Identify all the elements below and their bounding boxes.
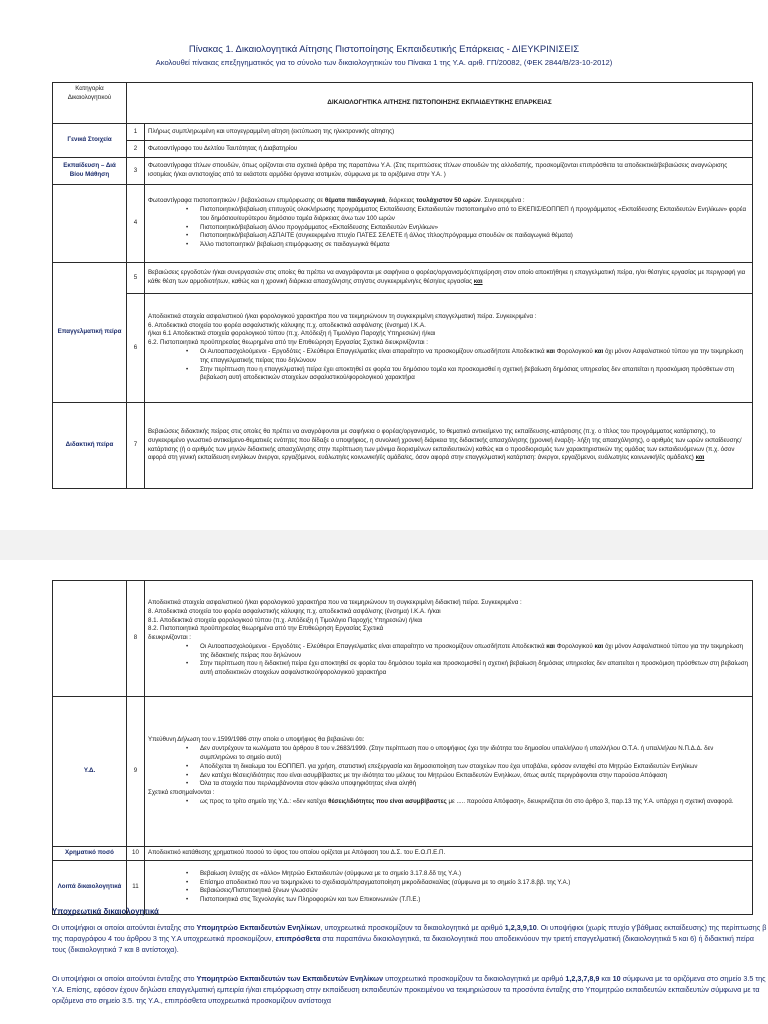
text-bold: Υπομητρώο Εκπαιδευτών των Εκπαιδευτών Ενηλίκων	[196, 974, 384, 983]
text-part: Φωτοαντίγραφα πιστοποιητικών / βεβαιώσεων επιμόρφωσης σε	[148, 197, 325, 205]
text-part: Βεβαιώσεις εργοδοτών ή/και συνεργασιών στις οποίες θα πρέπει να αναγράφονται με σαφήνεια ο φορέας/οργανισμός/επιχείρηση στον οποίο αποκτήθηκε η επαγγελματική πείρα, η/οι θέση/εις εργασίας με περιγραφή για κάθε θέση των αρμοδιοτήτων, καθώς και η χρονική διάρκεια απασχόλησης στη/στις συγκεκριμένη/ες θέση/εις εργασίας	[148, 269, 746, 285]
text-bold: 1,2,3,7,8,9	[565, 974, 600, 983]
document-page-2	[0, 560, 768, 1024]
row-text	[145, 185, 753, 263]
paragraph	[52, 922, 768, 955]
text-bold: και	[546, 642, 556, 650]
bullet-item: • Δεν κατέχει θέσεις/ιδιότητες που είναι ασυμβίβαστες με την ιδιότητα του μέλους του Μητρώου Εκπαιδευτών Ενηλίκων, όπως αυτές περιγράφονται στην παρούσα Απόφαση	[148, 772, 749, 781]
row-number: 4	[127, 185, 145, 263]
category-teaching-experience: Διδακτική πείρα	[53, 403, 127, 489]
text-line: ή/και 6.1 Αποδεικτικά στοιχεία φορολογικού τύπου (π.χ. Απόδειξη ή Τιμολόγιο Παροχής Υπηρεσιών) ή/και	[148, 330, 436, 338]
bullet-item	[148, 643, 749, 661]
bullet-item: • Πιστοποιητικό/βεβαίωση ΑΣΠΑΙΤΕ (συγκεκριμένα πτυχίο ΠΑΤΕΣ ΣΕΛΕΤΕ ή άλλος τίτλος/πρόγραμμα σπουδών σε παιδαγωγικά θέματα)	[148, 232, 749, 241]
row-number: 7	[127, 403, 145, 489]
page-subtitle: Ακολουθεί πίνακας επεξηγηματικός για το σύνολο των δικαιολογητικών του Πίνακα 1 της Υ.Α. αριθ. ΓΠ/20082, (ΦΕΚ 2844/Β/23-10-2012)	[155, 58, 613, 67]
bullet-item: • Στην περίπτωση που η επαγγελματική πείρα έχει αποκτηθεί σε φορέα του δημόσιου τομέα και προσκομισθεί η σχετική βεβαίωση δημόσιας υπηρεσίας δεν απαιτείται η προσκόμιση πρόσθετων στη βεβαίωση αυτή αποδεικτικών στοιχείων ασφαλιστικού/φορολογικού χαρακτήρα	[148, 366, 749, 384]
category-other-documents: Λοιπά δικαιολογητικά	[53, 860, 127, 914]
text-part: σύμφωνα με τα οριζόμενα στο σημείο 3.5 της Υ.Α. Επίσης, εφόσον έχουν δηλώσει επαγγελματική εμπειρία ή/και επιμόρφωση στην εκπαίδευση εκπαιδευτών προκειμένου να τεκμηριώσουν τα προσόντα ένταξης στο Υπομητρώο εκπαιδευτών εκπαιδευτών σύμφωνα με τα οριζόμενα στο σημείο 3.5. της Υ.Α., επιπρόσθετα υποχρεωτικά προσκομίζουν αντίστοιχα	[52, 974, 766, 1006]
row-text	[145, 403, 753, 489]
row-text	[145, 581, 753, 697]
row-text	[145, 860, 753, 914]
text-line: 8.1. Αποδεικτικά στοιχεία φορολογικού τύπου (π.χ. Απόδειξη ή Τιμολόγιο Παροχής Υπηρεσιών) ή/και	[148, 616, 423, 624]
text-part: με ..... παρούσα Απόφαση», διευκρινίζεται ότι στο άρθρο 3, παρ.13 της Υ.Α. υπάρχει η σχετική αναφορά.	[446, 797, 734, 805]
row-number: 11	[127, 860, 145, 914]
row-text	[145, 263, 753, 294]
text-bold: επιπρόσθετα	[275, 934, 321, 944]
header-category: Κατηγορία Δικαιολογητικού	[53, 83, 127, 124]
bullet-item: • Δεν συντρέχουν τα κωλύματα του άρθρου 8 του ν.2683/1999. (Στην περίπτωση που ο υποψήφιος έχει την ιδιότητα του δημοσίου υπαλλήλου ή υπαλλήλου Ο.Τ.Α. ή υπαλλήλου Ν.Π.Δ.Δ. δεν συμπληρώνει το σημείο αυτό)	[148, 745, 749, 763]
table-row	[53, 263, 753, 294]
text-part: Οι υποψήφιοι οι οποίοι αιτούνται ένταξης στο	[52, 974, 197, 983]
table-header-row	[53, 83, 753, 124]
text-line: 6.2. Πιστοποιητικά προϋπηρεσίας θεωρημένα από την Επιθεώρηση Εργασίας Σχετικά διευκρινίζονται :	[148, 339, 428, 347]
bullet-item: • Στην περίπτωση που η διδακτική πείρα έχει αποκτηθεί σε φορέα του δημόσιου τομέα και προσκομισθεί η σχετική βεβαίωση δημόσιας υπηρεσίας δεν απαιτείται η προσκόμιση πρόσθετων στη βεβαίωση αυτή αποδεικτικών στοιχείων ασφαλιστικού/φορολογικού χαρακτήρα	[148, 660, 749, 678]
category-solemn-declaration: Υ.Δ.	[53, 697, 127, 847]
text-part: Φορολογικού	[555, 348, 595, 355]
table-row	[53, 697, 753, 847]
text-bold-underline: και	[695, 454, 705, 462]
text-bold: τουλάχιστον 50 ωρών	[416, 197, 481, 205]
text-line: Αποδεικτικά στοιχεία ασφαλιστικού ή/και φορολογικού χαρακτήρα που να τεκμηριώνουν τη συγκεκριμένη διδακτική πείρα. Συγκεκριμένα :	[148, 598, 522, 606]
bullet-item: • Αποδέχεται τη δικαίωμα του ΕΟΠΠΕΠ. για χρήση, στατιστική επεξεργασία και δημοσιοποίηση των στοιχείων που έχει υποβάλει, εφόσον ενταχθεί στο Μητρώο Εκπαιδευτών Ενηλίκων	[148, 763, 749, 772]
row-text: Φωτοαντίγραφα τίτλων σπουδών, όπως ορίζονται στα σχετικά άρθρα της παραπάνω Υ.Α. (Στις περιπτώσεις τίτλων σπουδών της αλλοδαπής, προσκομίζονται επιπρόσθετα τα αποδεικτικά/βεβαιώσεις αναγνώρισης ισοτιμίας ή/και αντιστοιχίας από τα εκάστοτε αρμόδια όργανα ισοτιμιών, σύμφωνα με τα οριζόμενα στην Υ.Α. )	[145, 158, 753, 185]
text-part: Φορολογικού	[555, 642, 595, 650]
text-line: διευκρινίζονται :	[148, 634, 192, 642]
category-general: Γενικά Στοιχεία	[53, 124, 127, 158]
text-part: ως προς το τρίτο σημείο της Υ.Δ.: «δεν κατέχει	[200, 797, 329, 805]
category-empty	[53, 581, 127, 697]
text-line: 8. Αποδεικτικά στοιχεία του φορέα ασφαλιστικής κάλυψης π.χ. αποδεικτικά ασφάλισης (ένσημα) Ι.Κ.Α. ή/και	[148, 607, 441, 615]
row-text: Πλήρως συμπληρωμένη και υπογεγραμμένη αίτηση (εκτύπωση της ηλεκτρονικής αίτησης)	[145, 124, 753, 141]
row-number: 1	[127, 124, 145, 141]
text-bold: Υπομητρώο Εκπαιδευτών Ενηλίκων	[196, 923, 321, 932]
text-part: Βεβαιώσεις διδακτικής πείρας στις οποίες θα πρέπει να αναγράφονται με σαφήνεια ο φορέας/οργανισμός, το θεματικό αντικείμενο της εκπαίδευσης-κατάρτισης (π.χ. ο τίτλος του προγράμματος κατάρτισης), το συγκεκριμένο γνωστικό αντικείμενο-θεματικές ενότητες που δίδαξε ο υποψήφιος, η συνολική χρονική διάρκεια της διδακτικής απασχόλησης (χρονική έναρξη- λήξη της απασχόλησης), ο αριθμός των ωρών εκπαίδευσης/κατάρτισης (ή ο αριθμός των μηνών διδακτικής απασχόλησης στην περίπτωση των μόνιμα διορισμένων εκπαιδευτικών) καθώς και ο προσδιορισμός των χαρακτηριστικών της ομάδας των εκπαιδευόμενων (π.χ. όσον αφορά στη γενική εκπαίδευση ενηλίκων άνεργοι, εργαζόμενοι, ευάλωτη/ες κοινωνική/ές ομάδα/ες, όσον αφορά στην επαγγελματική κατάρτιση: άνεργοι, εργαζόμενοι, ευάλωτη/ες κοινωνική/ές ομάδα/ες)	[148, 427, 742, 462]
text-part: Οι υποψήφιοι οι οποίοι αιτούνται ένταξης στο	[52, 923, 197, 932]
table-row	[53, 141, 753, 158]
requirements-table-part-2	[52, 580, 753, 915]
page-title: Πίνακας 1. Δικαιολογητικά Αίτησης Πιστοποίησης Εκπαιδευτικής Επάρκειας - ΔΙΕΥΚΡΙΝΙΣΕΙΣ	[188, 44, 580, 55]
row-number: 2	[127, 141, 145, 158]
text-part: όχι μόνον Ασφαλιστικού τύπου για την τεκμηρίωση της διδακτικής πείρας που δηλώνουν	[200, 642, 744, 659]
text-bold-underline: και	[473, 278, 483, 285]
text-bold: και	[594, 642, 604, 650]
table-row	[53, 185, 753, 263]
text-part: στα παραπάνω δικαιολογητικά, τα δικαιολογητικά που αποδεικνύουν την τριετή επαγγελματική (δικαιολογητικά 5 και 6) ή διδακτική πείρα τους (δικαιολογητικά 7 και 8 αντίστοιχα).	[52, 934, 754, 955]
bullet-item: • Βεβαίωση ένταξης σε «άλλο» Μητρώο Εκπαιδευτών (σύμφωνα με το σημείο 3.17.8.δδ της Υ.Α.)	[148, 870, 749, 879]
row-number: 6	[127, 294, 145, 403]
row-text	[145, 294, 753, 403]
text-bold: και	[546, 348, 556, 355]
row-number: 9	[127, 697, 145, 847]
text-line: 6. Αποδεικτικά στοιχεία του φορέα ασφαλιστικής κάλυψης π.χ. αποδεικτικά ασφάλισης (ένσημα) Ι.Κ.Α.	[148, 321, 426, 329]
table-row	[53, 847, 753, 861]
bullet-item: • Πιστοποιητικό/βεβαίωση άλλου προγράμματος «Εκπαίδευσης Εκπαιδευτών Ενηλίκων»	[148, 224, 749, 233]
bullet-item: • Όλα τα στοιχεία που περιλαμβάνονται στον φάκελο υποψηφιότητας είναι αληθή	[148, 780, 749, 789]
bullet-item: • Επίσημο αποδεικτικό που να τεκμηριώνει το σχεδιασμό/πραγματοποίηση μικροδιδασκαλίας (σύμφωνα με το σημείο 3.17.8.ββ. της Υ.Α.)	[148, 879, 749, 888]
row-number: 3	[127, 158, 145, 185]
category-lifelong-learning: Εκπαίδευση – Διά Βίου Μάθηση	[53, 158, 127, 185]
bullet-item: • Άλλο πιστοποιητικό/ βεβαίωση επιμόρφωσης σε παιδαγωγικά θέματα	[148, 241, 749, 250]
table-row	[53, 124, 753, 141]
text-bold: θέματα παιδαγωγικά	[324, 197, 386, 205]
text-part: και	[599, 974, 613, 983]
text-part: Οι Αυτοαπασχολούμενοι - Εργοδότες - Ελεύθεροι Επαγγελματίες είναι απαραίτητο να προσκομίζουν οπωσδήποτε Αποδεικτικά	[200, 348, 547, 355]
text-part: Οι Αυτοαπασχολούμενοι - Εργοδότες - Ελεύθεροι Επαγγελματίες είναι απαραίτητο να προσκομίζουν οπωσδήποτε Αποδεικτικά	[200, 642, 547, 650]
row-text: Φωτοαντίγραφο του Δελτίου Ταυτότητας ή Διαβατηρίου	[145, 141, 753, 158]
category-empty	[53, 185, 127, 263]
table-row	[53, 158, 753, 185]
text-bold: 10	[612, 974, 621, 983]
row-number: 10	[127, 847, 145, 861]
paragraph	[52, 973, 768, 1006]
row-number: 8	[127, 581, 145, 697]
row-number: 5	[127, 263, 145, 294]
text-part: όχι μόνον Ασφαλιστικού τύπου για την τεκμηρίωση της επαγγελματικής πείρας που δηλώνουν	[200, 348, 744, 364]
text-line: Υπεύθυνη Δήλωση του ν.1599/1986 στην οποία ο υποψήφιος θα βεβαιώνει ότι:	[148, 736, 365, 744]
text-line: 8.2. Πιστοποιητικά προϋπηρεσίας θεωρημένα από την Επιθεώρηση Εργασίας Σχετικά	[148, 625, 384, 633]
row-intro	[148, 197, 749, 206]
bullet-item	[148, 798, 749, 807]
text-bold: θέσεις/ιδιότητες που είναι ασυμβίβαστες	[328, 797, 447, 805]
table-row	[53, 294, 753, 403]
header-main: ΔΙΚΑΙΟΛΟΓΗΤΙΚΑ ΑΙΤΗΣΗΣ ΠΙΣΤΟΠΟΙΗΣΗΣ ΕΚΠΑΙΔΕΥΤΙΚΗΣ ΕΠΑΡΚΕΙΑΣ	[127, 83, 753, 124]
bullet-item	[148, 348, 749, 366]
table-row	[53, 581, 753, 697]
section-heading: Υποχρεωτικά δικαιολογητικά	[52, 907, 159, 916]
bullet-item: • Πιστοποιητικά στις Τεχνολογίες των Πληροφοριών και των Επικοινωνιών (Τ.Π.Ε.)	[148, 896, 749, 905]
requirements-table-part-1	[52, 82, 753, 489]
table-row	[53, 403, 753, 489]
text-bold: 1,2,3,9,10	[504, 923, 537, 932]
text-line: Αποδεικτικά στοιχεία ασφαλιστικού ή/και φορολογικού χαρακτήρα που να τεκμηριώνουν τη συγκεκριμένη επαγγελματική πείρα. Συγκεκριμένα :	[148, 312, 537, 320]
category-professional-experience: Επαγγελματική πείρα	[53, 263, 127, 403]
row-text	[145, 697, 753, 847]
text-part: . Οι υποψήφιοι (χωρίς πτυχίο γ'βάθμιας εκπαίδευσης) της περίπτωσης β της παραγράφου 4 του άρθρου 3 της Υ.Α υποχρεωτικά προσκομίζουν,	[52, 923, 767, 944]
text-part: υποχρεωτικά προσκομίζουν τα δικαιολογητικά με αριθμό	[383, 974, 566, 983]
text-part: , διάρκειας	[385, 197, 417, 205]
text-part: . Συγκεκριμένα :	[480, 197, 525, 205]
text-part: , υποχρεωτικά προσκομίζουν τα δικαιολογητικά με αριθμό	[320, 923, 505, 932]
text-line: Σχετικά επισημαίνονται :	[148, 789, 215, 797]
bullet-item: • Πιστοποιητικό/βεβαίωση επιτυχούς ολοκλήρωσης προγράμματος Εκπαίδευσης Εκπαιδευτών πιστοποιημένο από το ΕΚΕΠΙΣ/ΕΟΠΠΕΠ ή προγράμματος «Εκπαίδευσης Εκπαιδευτών Ενηλίκων» φορέα του δημόσιου/ευρύτερου δημόσιου τομέα διάρκειας άνω των 100 ωρών	[148, 206, 749, 224]
bullet-item: • Βεβαιώσεις/Πιστοποιητικά ξένων γλωσσών	[148, 887, 749, 896]
text-bold: και	[594, 348, 604, 355]
row-text: Αποδεικτικό κατάθεσης χρηματικού ποσού το ύψος του οποίου ορίζεται με Απόφαση του Δ.Σ. του Ε.Ο.Π.Ε.Π.	[145, 847, 753, 861]
category-fee: Χρηματικό ποσό	[53, 847, 127, 861]
